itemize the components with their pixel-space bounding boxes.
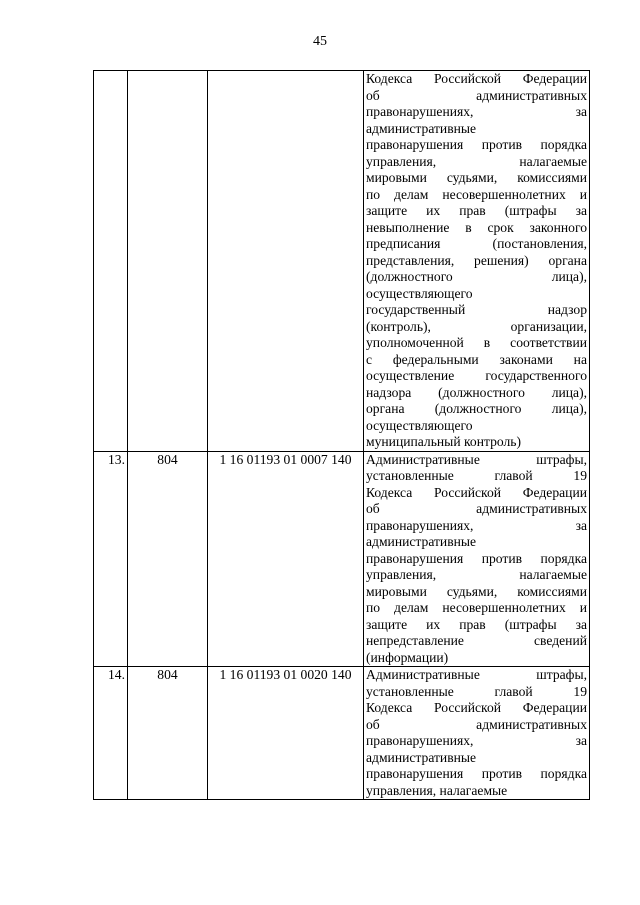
description-line: административные xyxy=(366,120,477,136)
description-line: установленные главой 19 xyxy=(366,468,587,483)
description-line: административные xyxy=(366,534,477,549)
description-line: невыполнение в срок законного xyxy=(366,219,587,235)
description-line: правонарушениях, за xyxy=(366,733,587,748)
description-cell xyxy=(364,451,590,667)
description-line: об административных xyxy=(366,87,587,103)
table-row xyxy=(94,667,590,800)
description-line: об административных xyxy=(366,716,587,732)
description-line: мировыми судьями, комиссиями xyxy=(366,170,587,185)
description-line: осуществление государственного xyxy=(366,368,587,383)
description-line: Административные штрафы, xyxy=(366,451,587,467)
table-row xyxy=(94,71,590,452)
description-line: государственный надзор xyxy=(366,302,587,317)
description-line: Административные штрафы, xyxy=(366,667,587,682)
table-body xyxy=(94,71,590,800)
description-line: (информации) xyxy=(366,649,449,665)
description-line: (должностного лица), xyxy=(366,269,587,284)
description-line: Кодекса Российской Федерации xyxy=(366,484,587,500)
description-line: правонарушения против порядка xyxy=(366,766,587,781)
description-line: осуществляющего xyxy=(366,417,473,433)
description-line: Кодекса Российской Федерации xyxy=(366,71,587,86)
description-line: управления, налагаемые xyxy=(366,153,587,169)
description-line: об административных xyxy=(366,501,587,516)
row-number-cell: 13. xyxy=(94,451,128,667)
description-line: правонарушениях, за xyxy=(366,104,587,119)
budget-code-cell xyxy=(208,71,364,452)
description-line: муниципальный контроль) xyxy=(366,434,522,449)
description-line: мировыми судьями, комиссиями xyxy=(366,583,587,599)
budget-code-cell: 1 16 01193 01 0007 140 xyxy=(208,451,364,667)
page-number: 45 xyxy=(313,34,327,49)
admin-code-cell xyxy=(128,71,208,452)
description-line: правонарушениях, за xyxy=(366,517,587,533)
description-line: правонарушения против порядка xyxy=(366,137,587,152)
budget-code-cell: 1 16 01193 01 0020 140 xyxy=(208,667,364,800)
admin-code-cell: 804 xyxy=(128,667,208,800)
description-line: административные xyxy=(366,749,477,765)
description-line: управления, налагаемые xyxy=(366,782,508,798)
table-row xyxy=(94,451,590,667)
budget-codes-table xyxy=(93,70,590,800)
description-line: по делам несовершеннолетних и xyxy=(366,600,587,615)
description-line: защите их прав (штрафы за xyxy=(366,203,587,218)
description-line: уполномоченной в соответствии xyxy=(366,335,587,350)
description-line: осуществляющего xyxy=(366,285,473,301)
description-line: органа (должностного лица), xyxy=(366,401,587,416)
description-line: представления, решения) органа xyxy=(366,252,587,268)
row-number-cell xyxy=(94,71,128,452)
row-number-cell: 14. xyxy=(94,667,128,800)
description-line: с федеральными законами на xyxy=(366,351,587,367)
description-line: управления, налагаемые xyxy=(366,567,587,582)
description-line: надзора (должностного лица), xyxy=(366,384,587,400)
description-cell xyxy=(364,71,590,452)
description-line: правонарушения против порядка xyxy=(366,550,587,566)
description-line: защите их прав (штрафы за xyxy=(366,616,587,632)
admin-code-cell: 804 xyxy=(128,451,208,667)
description-line: Кодекса Российской Федерации xyxy=(366,700,587,715)
description-cell xyxy=(364,667,590,800)
description-line: (контроль), организации, xyxy=(366,318,587,334)
description-line: непредставление сведений xyxy=(366,633,587,648)
description-line: установленные главой 19 xyxy=(366,683,587,699)
description-line: предписания (постановления, xyxy=(366,236,587,251)
description-line: по делам несовершеннолетних и xyxy=(366,186,587,202)
